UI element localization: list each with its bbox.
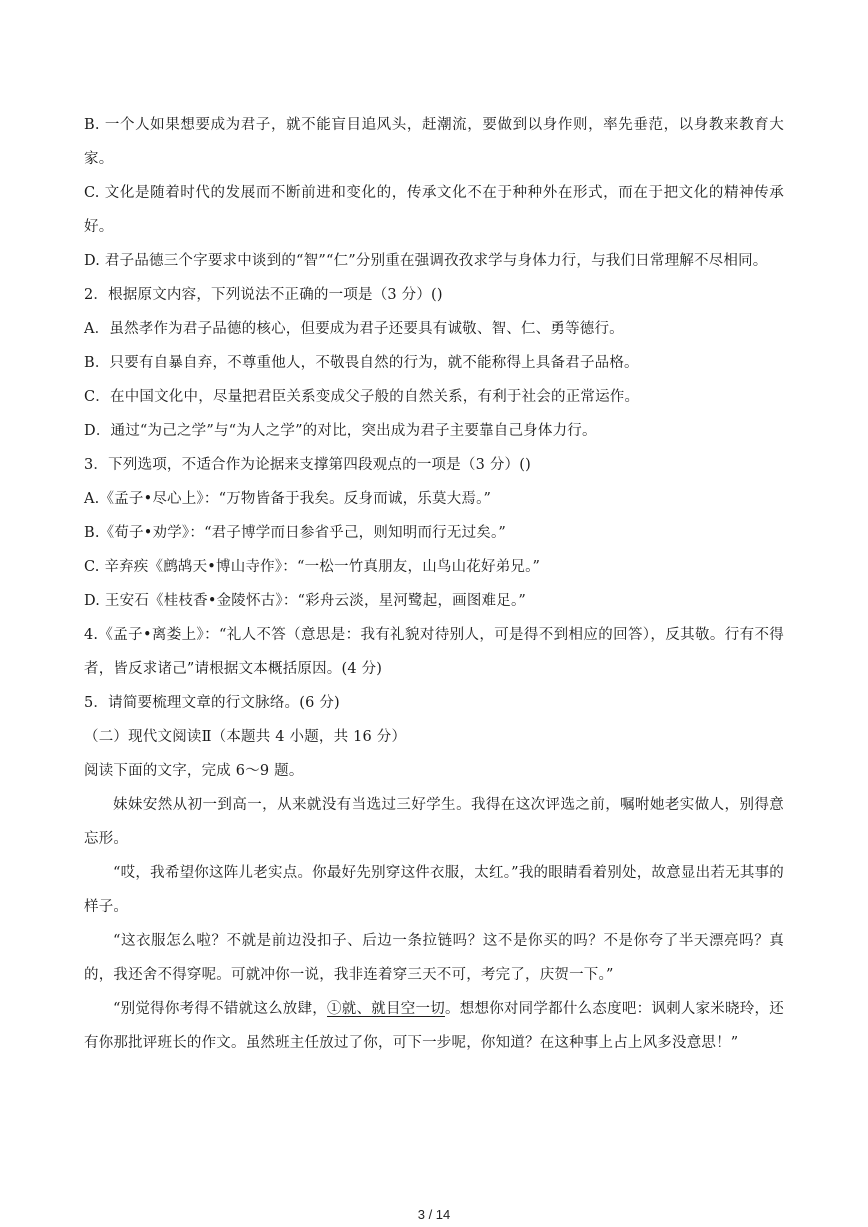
story-paragraph-4-start: “别觉得你考得不错就这么放肆， [113,1001,328,1017]
story-paragraph-3: “这衣服怎么啦？不就是前边没扣子、后边一条拉链吗？这不是你买的吗？不是你夸了半天漂亮吗？真的，我还舍不得穿呢。可就冲你一说，我非连着穿三天不可，考完了，庆贺一下。” [84,933,784,983]
option-d-line: D. 君子品德三个字要求中谈到的“智”“仁”分别重在强调孜孜求学与身体力行，与我们日常理解不尽相同。 [84,253,768,269]
page-number: 3 / 14 [417,1207,451,1222]
question-2: 2．根据原文内容，下列说法不正确的一项是（3 分）() [84,287,443,303]
question-3: 3．下列选项，不适合作为论据来支撑第四段观点的一项是（3 分）() [84,457,531,473]
question-2-option-c: C．在中国文化中，尽量把君臣关系变成父子般的自然关系，有利于社会的正常运作。 [84,389,640,405]
question-2-option-b: B．只要有自暴自弃，不尊重他人，不敬畏自然的行为，就不能称得上具备君子品格。 [84,355,639,371]
page-content [84,108,784,1060]
question-2-option-d: D．通过“为己之学”与“为人之学”的对比，突出成为君子主要靠自己身体力行。 [84,423,597,439]
question-3-option-c: C. 辛弃疾《鹧鸪天•博山寺作》：“一松一竹真朋友，山鸟山花好弟兄。” [84,559,541,575]
question-2-option-a: A．虽然孝作为君子品德的核心，但要成为君子还要具有诚敬、智、仁、勇等德行。 [84,321,624,337]
option-b-line: B. 一个人如果想要成为君子，就不能盲目追风头，赶潮流，要做到以身作则，率先垂范，以身教来教育大家。 [84,117,784,167]
question-3-option-b: B.《荀子•劝学》：“君子博学而日参省乎己，则知明而行无过矣。” [84,525,507,541]
story-paragraph-1: 妹妹安然从初一到高一，从来就没有当选过三好学生。我得在这次评选之前，嘱咐她老实做人，别得意忘形。 [84,797,784,847]
option-c-line: C. 文化是随着时代的发展而不断前进和变化的，传承文化不在于种种外在形式，而在于把文化的精神传承好。 [84,185,784,235]
question-5: 5．请简要梳理文章的行文脉络。(6 分) [84,695,340,711]
question-4: 4.《孟子•离娄上》：“礼人不答（意思是：我有礼貌对待别人，可是得不到相应的回答），反其敬。行有不得者，皆反求诸己”请根据文本概括原因。(4 分) [84,627,784,677]
reading-instruction: 阅读下面的文字，完成 6～9 题。 [84,763,304,779]
section-heading: （二）现代文阅读Ⅱ（本题共 4 小题，共 16 分） [84,729,407,745]
question-3-option-d: D. 王安石《桂枝香•金陵怀古》：“彩舟云淡，星河鹭起，画图难足。” [84,593,527,609]
question-3-option-a: A.《孟子•尽心上》：“万物皆备于我矣。反身而诚，乐莫大焉。” [84,491,492,507]
story-paragraph-4-end: 。想想你对同学都什么态度吧：讽刺人家米晓玲，还有你那批评班长的作文。虽然班主任放过了你，可下一步呢，你知道？在这种事上占上风多没意思！” [84,1001,784,1051]
story-paragraph-4 [84,992,784,1060]
underlined-phrase: ①就、就目空一切 [327,1001,445,1017]
story-paragraph-2: “哎，我希望你这阵儿老实点。你最好先别穿这件衣服，太红。”我的眼睛看着别处，故意显出若无其事的样子。 [84,865,784,915]
